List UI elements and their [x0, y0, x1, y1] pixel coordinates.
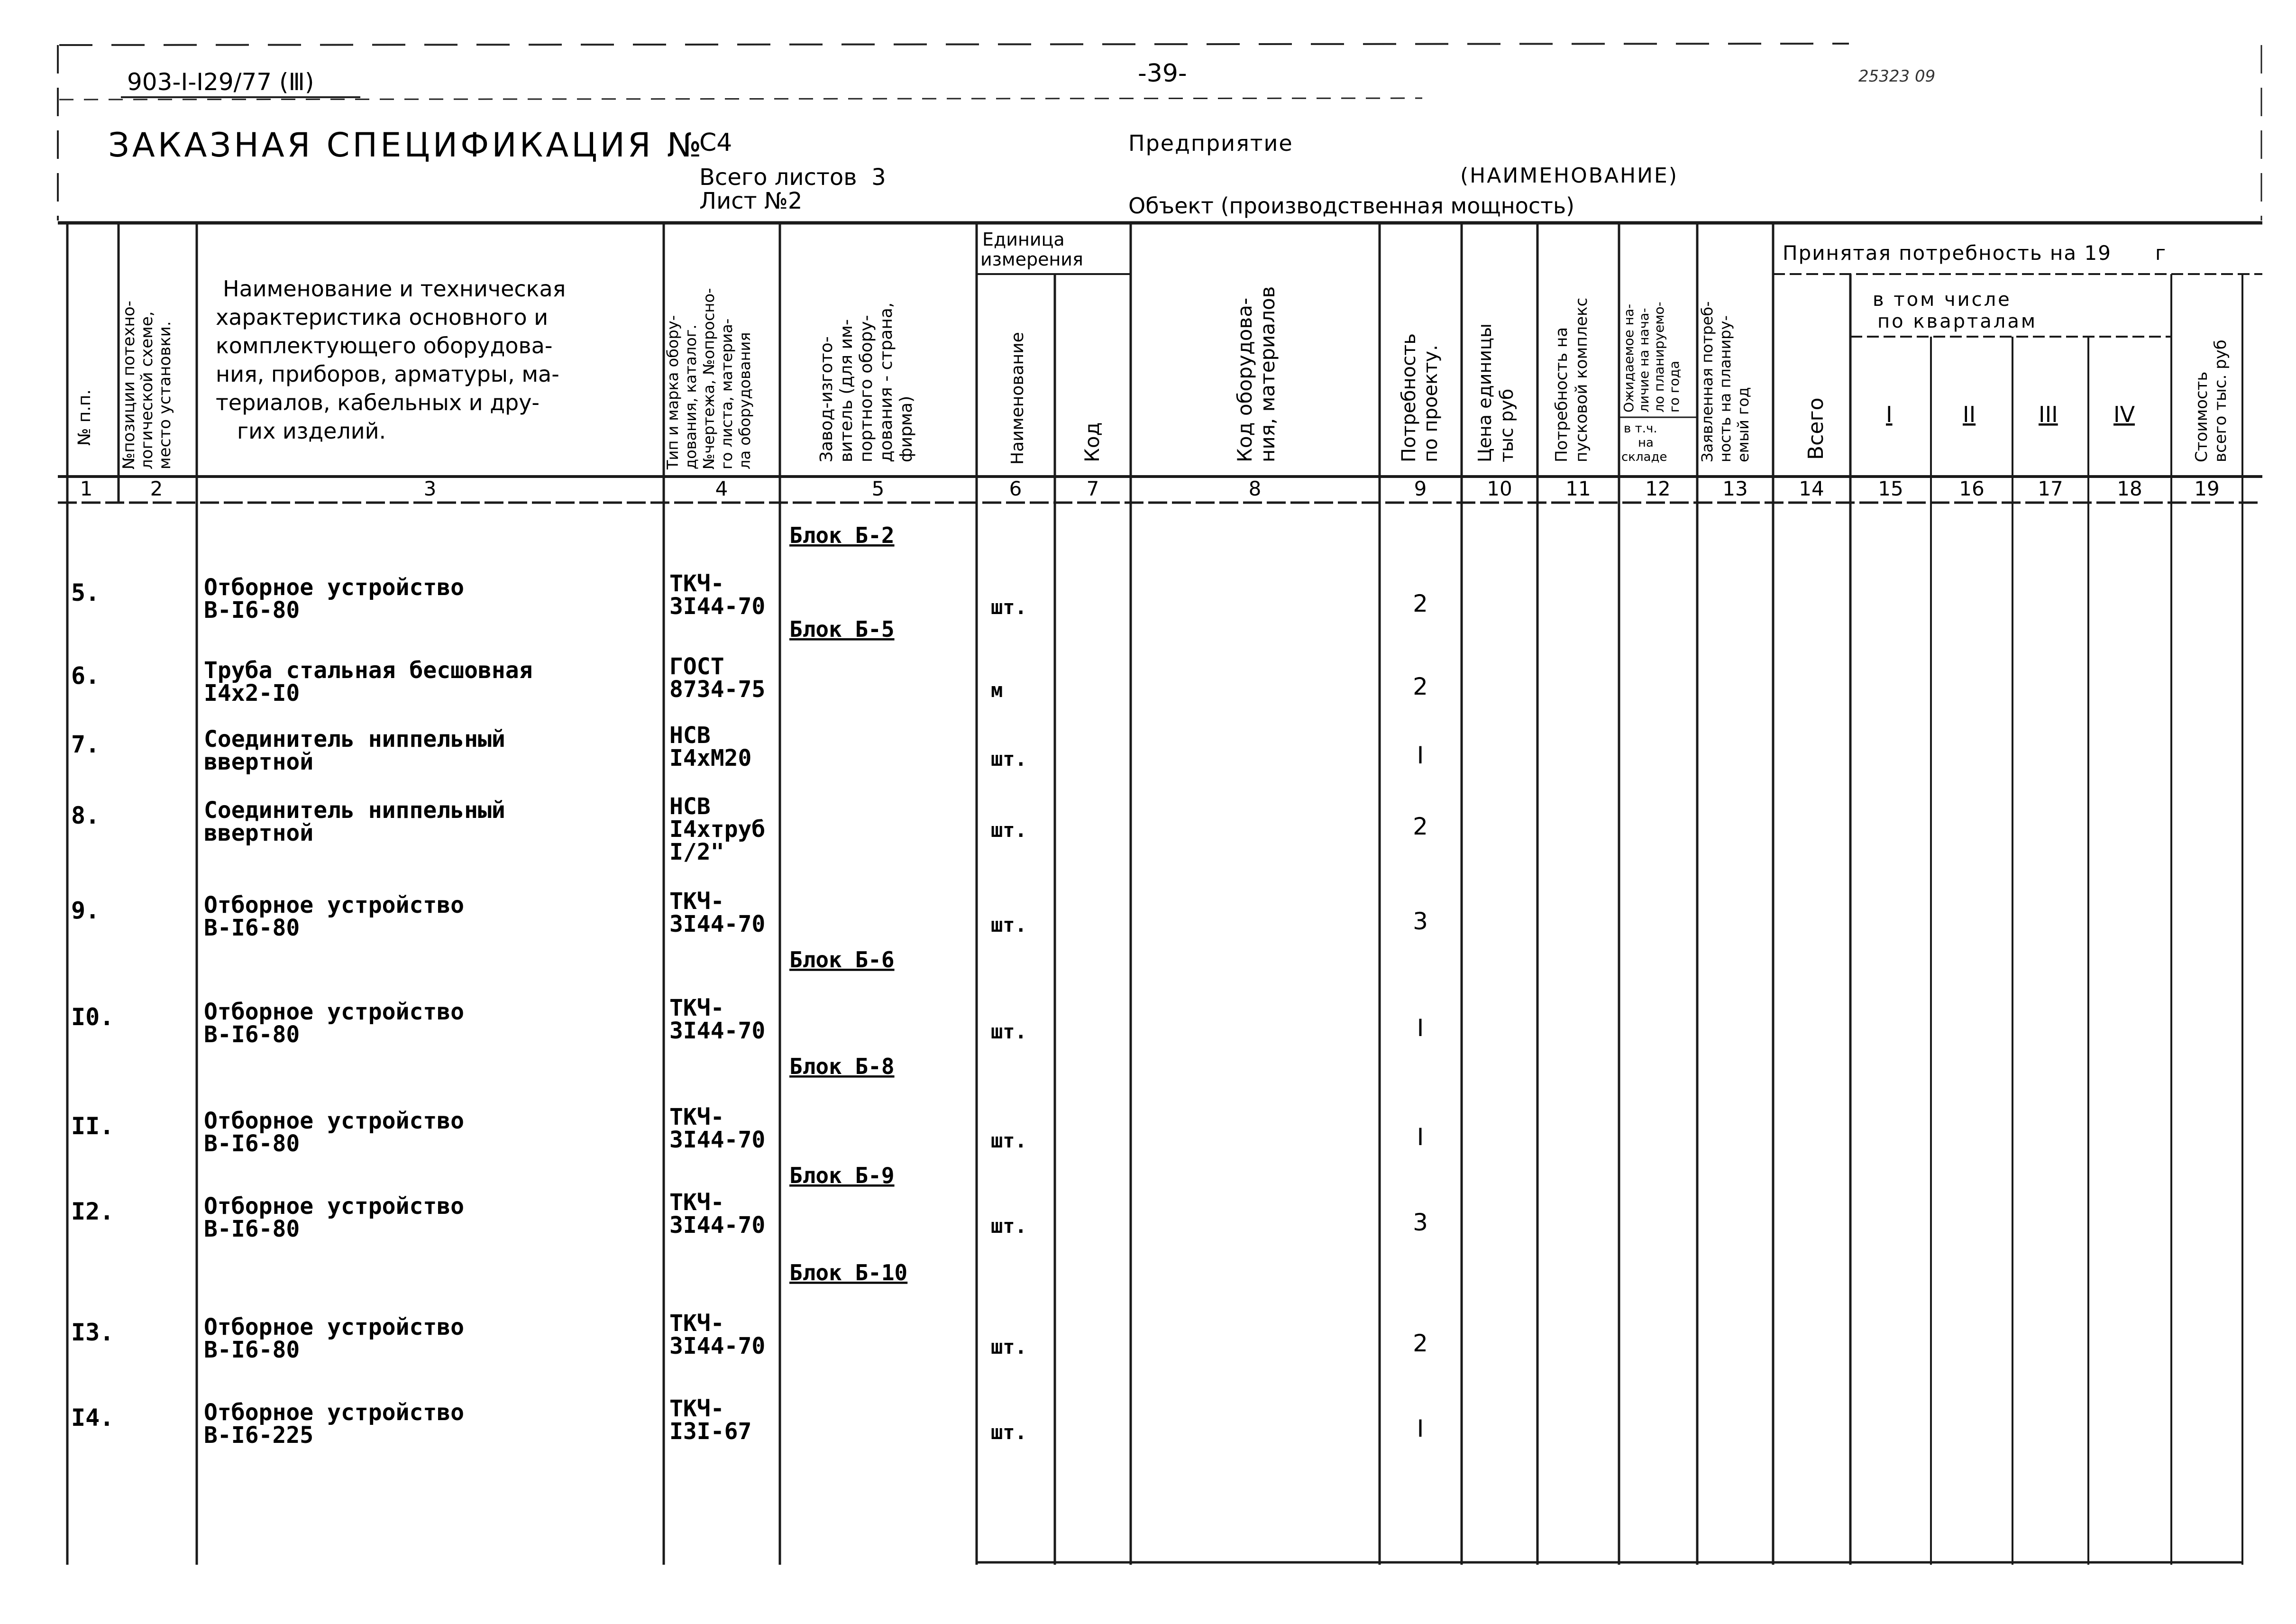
item-type: 3I44-70 — [669, 1018, 766, 1044]
row-number: I2. — [71, 1198, 114, 1225]
col-8-header: Код оборудова-ния, материалов — [1233, 286, 1279, 462]
item-name: ввертной — [204, 820, 314, 846]
item-unit: шт. — [991, 1129, 1027, 1152]
column-number: 6 — [1009, 477, 1022, 500]
column-number: 16 — [1959, 477, 1985, 500]
item-unit: шт. — [991, 913, 1027, 936]
col-5-header: Завод-изгото-витель (для им-портного обору-дования - страна,фирма) — [817, 302, 916, 462]
row-number: 9. — [71, 897, 100, 924]
table-row — [71, 653, 1428, 706]
column-number: 12 — [1645, 477, 1671, 500]
col-4-header: Тип и марка обору-дования, каталог.№чертежа, №опросно-го листа, материа-ла оборудования — [664, 288, 754, 469]
doc-code: 903-I-I29/77 (Ⅲ) — [127, 68, 314, 96]
item-name: В-I6-80 — [204, 1216, 300, 1242]
table-row — [71, 1104, 1424, 1157]
col-12-subheader: в т.ч. на складе — [1621, 422, 1667, 464]
column-number: 14 — [1799, 477, 1824, 500]
table-row — [71, 1395, 1424, 1449]
object-label: Объект (производственная мощность) — [1128, 193, 1575, 219]
item-name: В-I6-80 — [204, 1130, 300, 1157]
item-name: В-I6-225 — [204, 1422, 314, 1449]
item-type: НСВ — [669, 722, 711, 749]
item-unit: шт. — [991, 818, 1027, 842]
item-unit: шт. — [991, 1421, 1027, 1444]
block-label: Блок Б-6 — [789, 947, 895, 973]
col-14-header: Всего — [1804, 397, 1828, 460]
column-number: 9 — [1414, 477, 1427, 500]
item-unit: м — [991, 679, 1003, 702]
item-unit: шт. — [991, 747, 1027, 771]
item-type: 3I44-70 — [669, 1333, 766, 1359]
table-row — [71, 722, 1424, 775]
row-number: I3. — [71, 1319, 114, 1346]
item-quantity: I — [1417, 1415, 1424, 1442]
table-row — [71, 793, 1428, 865]
item-type: I4хМ20 — [669, 745, 752, 771]
row-number: II. — [71, 1112, 114, 1140]
column-number: 15 — [1878, 477, 1903, 500]
item-unit: шт. — [991, 1335, 1027, 1358]
column-number: 1 — [80, 477, 93, 500]
item-type: 3I44-70 — [669, 593, 766, 620]
table-row — [71, 1189, 1428, 1242]
item-name: Отборное устройство — [204, 1193, 465, 1220]
col-2-header: №позиции потехно-логической схеме,место установки. — [119, 301, 174, 469]
item-type: ТКЧ- — [669, 995, 724, 1021]
item-unit: шт. — [991, 1020, 1027, 1043]
item-type: I/2" — [669, 839, 724, 865]
item-name: Отборное устройство — [204, 1314, 465, 1340]
col-6-header: Наименование — [1008, 332, 1027, 465]
sheet-number: Лист №2 — [699, 188, 803, 214]
top-frame-line — [59, 44, 1849, 45]
item-name: Отборное устройство — [204, 999, 465, 1025]
item-name: В-I6-80 — [204, 915, 300, 941]
col-13-header: Заявленная потреб-ность на планиру-емый год — [1698, 301, 1752, 462]
item-quantity: 2 — [1413, 1330, 1428, 1357]
row-number: 6. — [71, 662, 100, 689]
page-header — [58, 44, 2261, 220]
col-7-header: Код — [1080, 422, 1104, 462]
item-name: Отборное устройство — [204, 1108, 465, 1134]
row-number: 7. — [71, 731, 100, 758]
item-type: ТКЧ- — [669, 1104, 724, 1130]
item-name: ввертной — [204, 749, 314, 775]
item-name: Отборное устройство — [204, 574, 465, 601]
unit-group-header: Единица измерения — [980, 229, 1083, 270]
col-16-header: II — [1963, 402, 1976, 427]
row-number: 8. — [71, 802, 100, 829]
col-15-header: I — [1886, 402, 1893, 427]
table-row — [71, 1310, 1428, 1363]
item-quantity: I — [1417, 1014, 1424, 1042]
column-number: 13 — [1722, 477, 1748, 500]
column-number: 17 — [2038, 477, 2063, 500]
column-number: 19 — [2194, 477, 2220, 500]
item-type: ТКЧ- — [669, 1310, 724, 1337]
table-row — [71, 570, 1428, 624]
column-number: 7 — [1086, 477, 1099, 500]
item-type: ТКЧ- — [669, 888, 724, 915]
enterprise-label: Предприятие — [1128, 130, 1293, 156]
col-10-header: Цена единицытыс руб — [1474, 323, 1517, 462]
col-9-header: Потребностьпо проекту. — [1398, 333, 1442, 462]
row-number: 5. — [71, 579, 100, 606]
item-type: 3I44-70 — [669, 911, 766, 937]
item-quantity: 2 — [1413, 590, 1428, 617]
item-name: Отборное устройство — [204, 1399, 465, 1426]
page-number: -39- — [1138, 59, 1187, 88]
spec-number: С4 — [699, 128, 732, 157]
item-name: Соединитель ниппельный — [204, 726, 505, 752]
column-number: 2 — [150, 477, 163, 500]
header-rule — [59, 98, 1422, 100]
column-number: 11 — [1565, 477, 1591, 500]
block-label: Блок Б-2 — [789, 523, 895, 548]
item-type: ГОСТ — [669, 653, 724, 680]
col-1-header: № п.п. — [75, 389, 94, 446]
item-quantity: I — [1417, 742, 1424, 769]
row-number: I4. — [71, 1404, 114, 1431]
block-label: Блок Б-5 — [789, 616, 895, 642]
block-label: Блок Б-9 — [789, 1163, 895, 1188]
name-caption: (НАИМЕНОВАНИЕ) — [1460, 164, 1678, 188]
item-quantity: 2 — [1413, 673, 1428, 700]
item-quantity: 3 — [1413, 908, 1428, 935]
item-name: Отборное устройство — [204, 892, 465, 918]
need-group-header: Принятая потребность на 19 г — [1783, 241, 2167, 265]
item-type: I3I-67 — [669, 1418, 752, 1445]
item-unit: шт. — [991, 1214, 1027, 1238]
item-name: В-I6-80 — [204, 1021, 300, 1048]
item-name: Труба стальная бесшовная — [204, 657, 533, 684]
table-body — [71, 523, 1428, 1449]
item-type: ТКЧ- — [669, 1189, 724, 1216]
item-type: 3I44-70 — [669, 1127, 766, 1153]
col-11-header: Потребность напусковой комплекс — [1552, 297, 1591, 462]
col-18-header: IV — [2113, 402, 2135, 427]
col-12-header: Ожидаемое на-личие на нача-ло планируемо-го года — [1621, 302, 1682, 413]
col-17-header: III — [2039, 402, 2058, 427]
table-row — [71, 888, 1428, 941]
item-name: Соединитель ниппельный — [204, 797, 505, 824]
column-number-row — [80, 477, 2220, 500]
item-type: 8734-75 — [669, 676, 766, 703]
item-type: НСВ — [669, 793, 711, 820]
item-type: 3I44-70 — [669, 1212, 766, 1239]
spec-title: ЗАКАЗНАЯ СПЕЦИФИКАЦИЯ № — [108, 126, 704, 165]
column-number: 10 — [1487, 477, 1512, 500]
item-quantity: 2 — [1413, 813, 1428, 840]
item-name: В-I6-80 — [204, 597, 300, 624]
column-number: 5 — [871, 477, 885, 500]
item-unit: шт. — [991, 596, 1027, 619]
item-type: I4хтруб — [669, 816, 766, 843]
block-label: Блок Б-8 — [789, 1054, 895, 1079]
sheets-total: Всего листов 3 — [699, 164, 886, 191]
column-number: 18 — [2117, 477, 2142, 500]
col-3-header: Наименование и техническая характеристика основного и комплектующего оборудова-ния, приборов, арматуры, ма-териалов, кабельных и дру-гих изделий. — [216, 276, 566, 444]
column-number: 3 — [423, 477, 437, 500]
item-type: ТКЧ- — [669, 570, 724, 597]
item-name: В-I6-80 — [204, 1337, 300, 1363]
row-number: I0. — [71, 1003, 114, 1031]
item-quantity: I — [1417, 1123, 1424, 1151]
quarter-group-header: в том числе по кварталам — [1873, 289, 2038, 332]
item-name: I4х2-I0 — [204, 680, 300, 706]
column-number: 8 — [1248, 477, 1262, 500]
block-label: Блок Б-10 — [789, 1260, 908, 1285]
table-row — [71, 995, 1424, 1048]
col-19-header: Стоимостьвсего тыс. руб — [2192, 339, 2230, 462]
column-number: 4 — [715, 477, 728, 500]
item-quantity: 3 — [1413, 1209, 1428, 1236]
column-headers — [75, 229, 2230, 470]
item-type: ТКЧ- — [669, 1395, 724, 1422]
archive-number: 25323 09 — [1858, 67, 1936, 86]
